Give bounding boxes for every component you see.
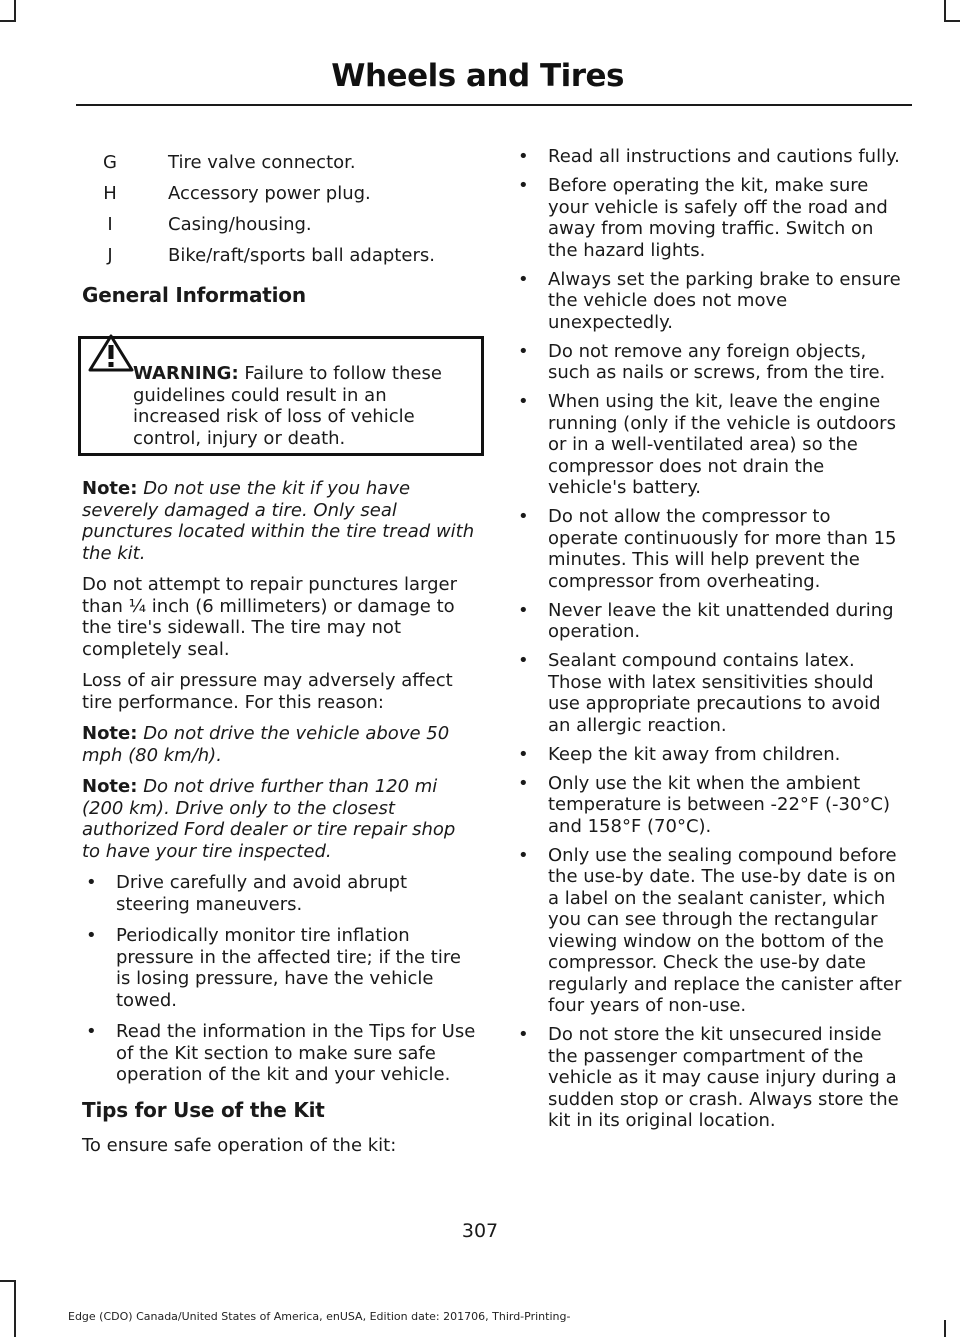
list-item: • Never leave the kit unattended during operation. (514, 600, 906, 643)
left-column (82, 152, 478, 1167)
page-number: 307 (461, 1220, 499, 1242)
list-item: • Before operating the kit, make sure your vehicle is safely off the road and away from moving traffic. Switch on the hazard lights. (514, 175, 906, 261)
footer-edition: Edge (CDO) Canada/United States of America, enUSA, Edition date: 201706, Third-Printing- (68, 1310, 571, 1323)
list-item: • Read the information in the Tips for Use of the Kit section to make sure safe operation of the kit and your vehicle. (82, 1021, 478, 1086)
component-legend (82, 152, 478, 267)
list-item: • Keep the kit away from children. (514, 744, 906, 766)
crop-mark (14, 1280, 16, 1337)
warning-label: WARNING: (133, 363, 239, 385)
legend-item: H Accessory power plug. (103, 183, 371, 205)
crop-mark (14, 0, 16, 20)
list-item: • Always set the parking brake to ensure the vehicle does not move unexpectedly. (514, 269, 906, 334)
note: Note: Do not drive the vehicle above 50 mph (80 km/h). (82, 723, 450, 766)
list-item: • Sealant compound contains latex. Those with latex sensitivities should use appropriate precautions to avoid an allergic reaction. (514, 650, 906, 736)
note: Note: Do not drive further than 120 mi (200 km). Drive only to the closest authorized Ford dealer or tire repair shop to have your tire inspected. (82, 776, 456, 862)
list-item: • Read all instructions and cautions fully. (514, 146, 906, 168)
legend-item: J Bike/raft/sports ball adapters. (107, 245, 435, 267)
list-item: • Do not remove any foreign objects, such as nails or screws, from the tire. (514, 341, 906, 384)
list-item: • Do not allow the compressor to operate continuously for more than 15 minutes. This will help prevent the compressor from overheating. (514, 506, 906, 592)
list-item: • Only use the kit when the ambient temperature is between -22°F (-30°C) and 158°F (70°C). (514, 773, 906, 838)
crop-mark (944, 20, 960, 22)
paragraph: Loss of air pressure may adversely affect tire performance. For this reason: (82, 670, 453, 713)
section-heading-general: General Information (82, 282, 306, 307)
list-item: • Drive carefully and avoid abrupt steering maneuvers. (82, 872, 478, 915)
right-column (514, 146, 906, 1144)
list-item: • Periodically monitor tire inflation pressure in the affected tire; if the tire is losing pressure, have the vehicle towed. (82, 925, 478, 1011)
bullet-list (514, 146, 906, 1132)
legend-item: G Tire valve connector. (103, 152, 356, 173)
warning-text: Failure to follow these guidelines could result in an increased risk of loss of vehicle control, injury or death. (133, 363, 442, 449)
bullet-list (82, 872, 478, 1086)
list-item: • Only use the sealing compound before the use-by date. The use-by date is on a label on the sealant canister, which you can see through the rectangular viewing window on the bottom of the compressor. Check the use-by date regularly and replace the canister after four years of non-use. (514, 845, 906, 1017)
note: Note: Do not use the kit if you have severely damaged a tire. Only seal punctures located within the tire tread with the kit. (82, 478, 475, 564)
list-item: • Do not store the kit unsecured inside the passenger compartment of the vehicle as it may cause injury during a sudden stop or crash. Always store the kit in its original location. (514, 1024, 906, 1132)
warning-triangle-icon (87, 333, 135, 373)
warning-box (78, 336, 484, 456)
section-heading-tips: Tips for Use of the Kit (82, 1097, 325, 1122)
paragraph: To ensure safe operation of the kit: (82, 1135, 397, 1157)
page-title: Wheels and Tires (331, 58, 624, 94)
crop-mark (944, 1320, 946, 1337)
legend-item: I Casing/housing. (107, 214, 312, 236)
crop-mark (944, 0, 946, 20)
crop-mark (0, 1280, 16, 1282)
paragraph: Do not attempt to repair punctures larger than ¼ inch (6 millimeters) or damage to the tire's sidewall. The tire may not completely seal. (82, 574, 458, 660)
header-rule (76, 104, 912, 106)
crop-mark (0, 20, 16, 22)
list-item: • When using the kit, leave the engine running (only if the vehicle is outdoors or in a well-ventilated area) so the compressor does not drain the vehicle's battery. (514, 391, 906, 499)
